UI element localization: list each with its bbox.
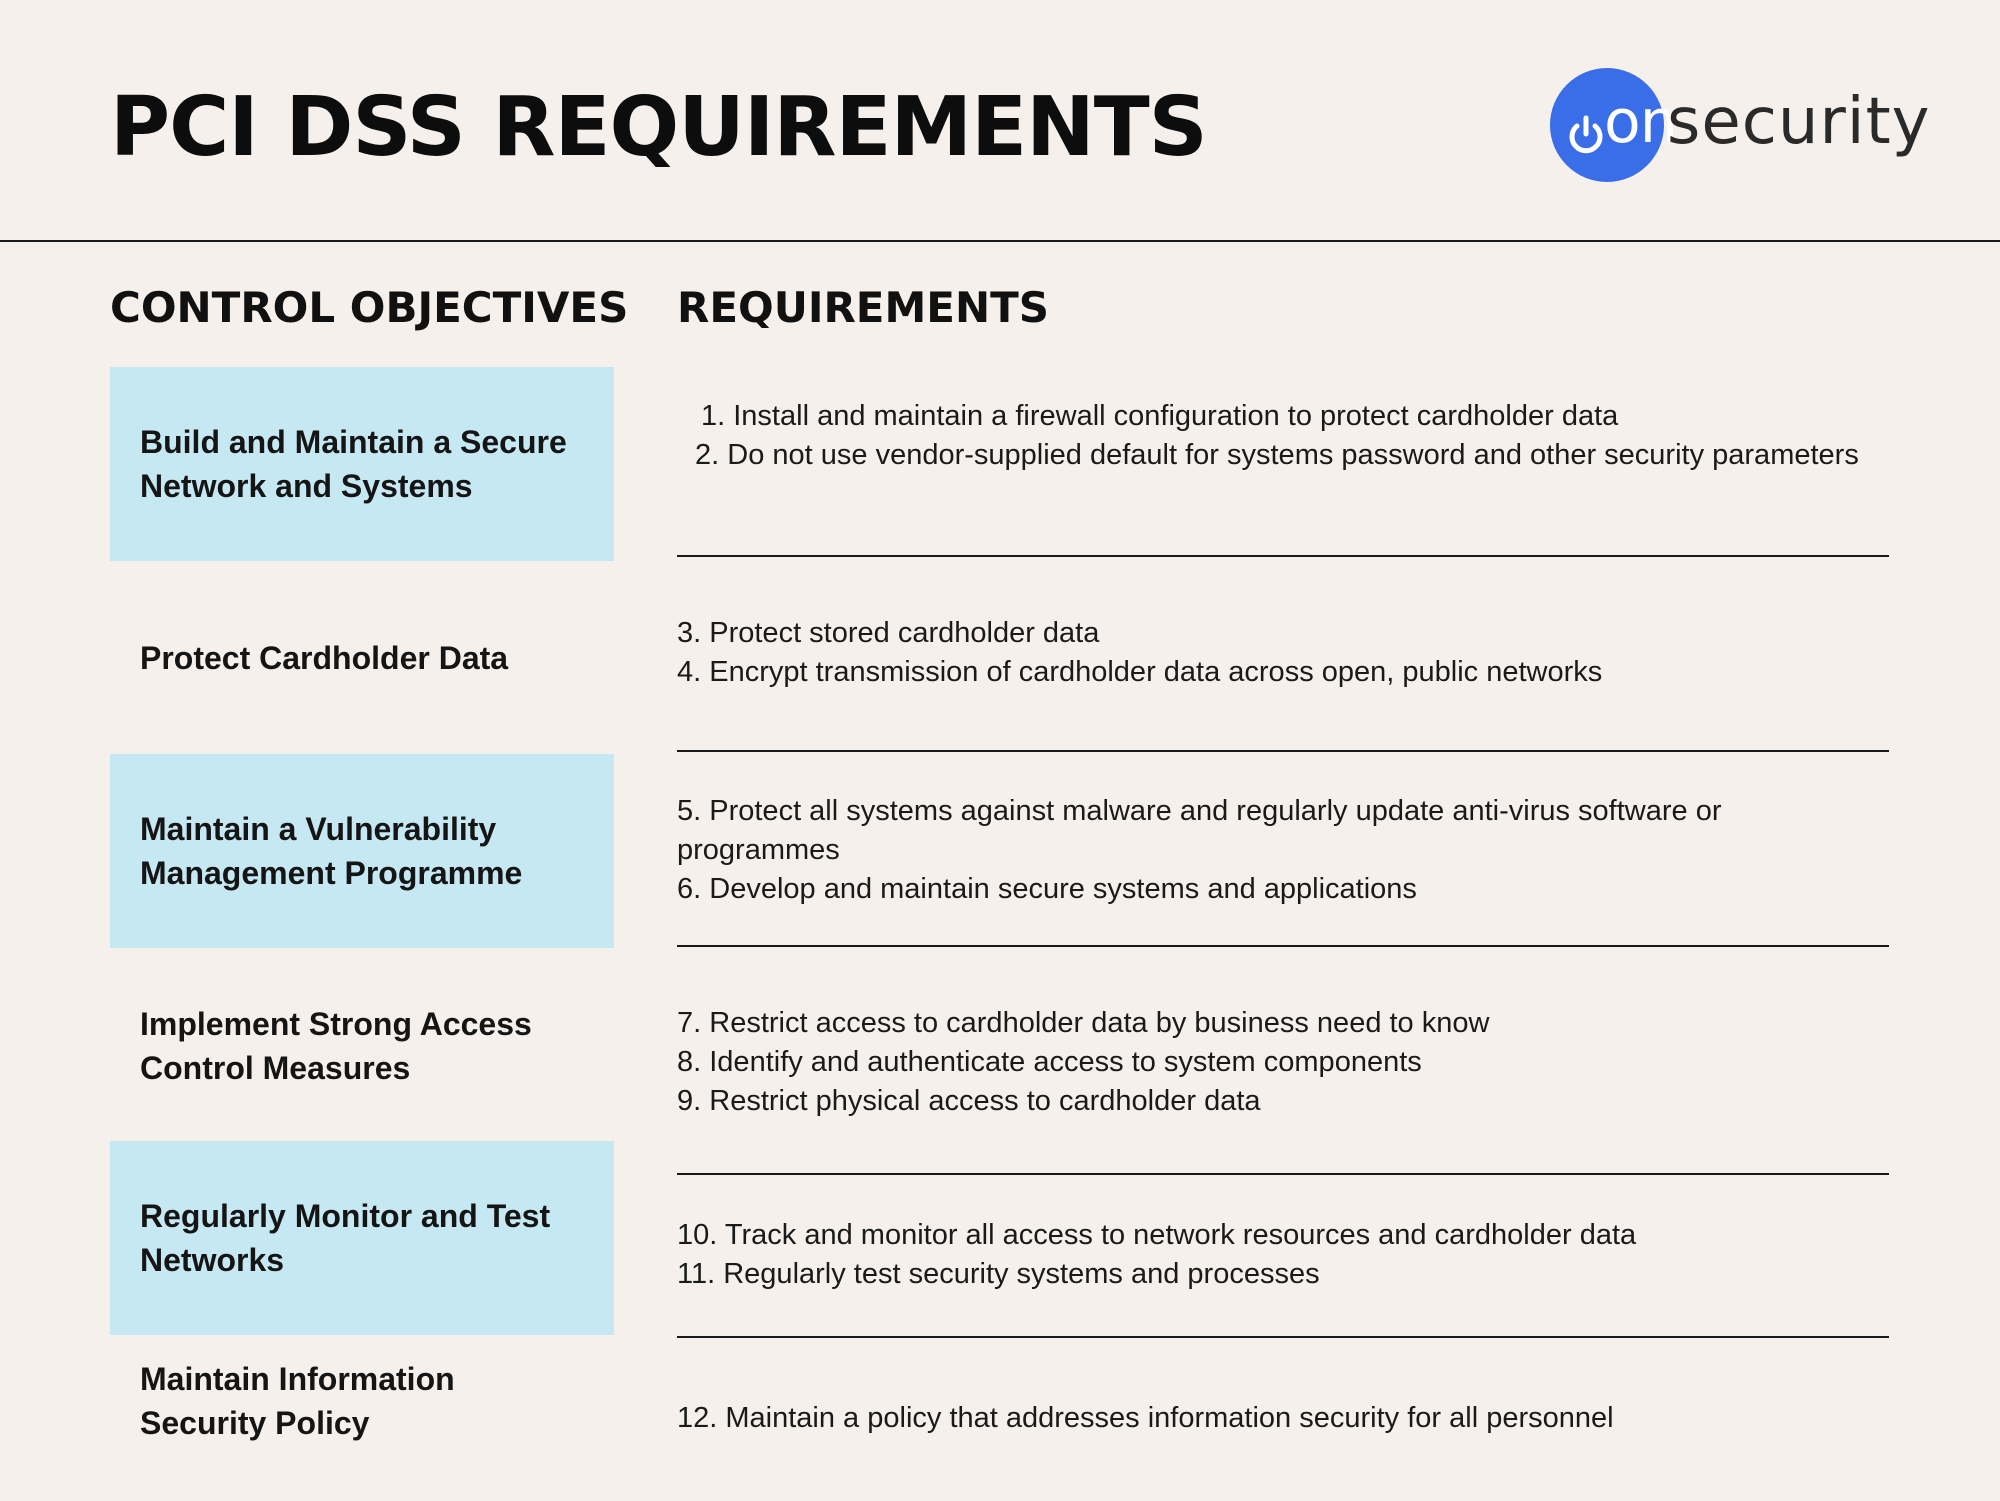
requirement-item (677, 1216, 1889, 1255)
control-objective: Regularly Monitor and Test Networks (110, 1141, 614, 1335)
requirement-number: 2. (695, 439, 720, 471)
objectives-column-heading: CONTROL OBJECTIVES (110, 283, 629, 332)
requirement-text: Maintain a policy that addresses information security for all personnel (725, 1402, 1614, 1434)
requirements-list (677, 1399, 1889, 1438)
control-objective: Build and Maintain a Secure Network and Systems (110, 367, 614, 561)
requirement-number: 12. (677, 1402, 718, 1434)
requirement-number: 6. (677, 873, 702, 905)
requirements-list (677, 792, 1889, 909)
row-divider (677, 1336, 1889, 1338)
header-divider (0, 240, 2000, 242)
power-icon (1566, 114, 1606, 158)
control-objective: Protect Cardholder Data (140, 640, 509, 676)
page-title: PCI DSS REQUIREMENTS (110, 80, 1207, 175)
requirement-number: 9. (677, 1085, 702, 1117)
requirement-item (677, 614, 1889, 653)
requirements-list (677, 614, 1889, 692)
requirement-item (677, 870, 1889, 909)
requirement-text: Restrict access to cardholder data by business need to know (709, 1007, 1490, 1039)
logo-prefix: on (1604, 87, 1677, 157)
row-divider (677, 945, 1889, 947)
requirement-item (677, 1082, 1889, 1121)
requirement-item (677, 1255, 1889, 1294)
requirement-item (677, 792, 1889, 870)
requirement-number: 4. (677, 656, 702, 688)
requirement-text: Restrict physical access to cardholder data (709, 1085, 1261, 1117)
row-divider (677, 1173, 1889, 1175)
requirements-list (677, 1216, 1889, 1294)
row-divider (677, 555, 1889, 557)
requirement-number: 7. (677, 1007, 702, 1039)
logo-wordmark: security (1667, 85, 1931, 159)
requirement-text: Develop and maintain secure systems and applications (709, 873, 1417, 905)
requirement-text: Protect all systems against malware and regularly update anti-virus software or programmes (677, 795, 1722, 866)
requirement-number: 1. (701, 400, 726, 432)
requirement-text: Encrypt transmission of cardholder data across open, public networks (709, 656, 1603, 688)
requirement-number: 11. (677, 1258, 716, 1290)
requirement-text: Track and monitor all access to network resources and cardholder data (724, 1219, 1637, 1251)
requirement-text: Protect stored cardholder data (709, 617, 1100, 649)
requirement-text: Identify and authenticate access to system components (709, 1046, 1422, 1078)
requirements-column-heading: REQUIREMENTS (677, 283, 1050, 332)
requirement-number: 10. (677, 1219, 718, 1251)
requirement-item (677, 1399, 1889, 1438)
requirement-item (677, 436, 1889, 475)
requirement-number: 3. (677, 617, 702, 649)
requirement-item (677, 397, 1889, 436)
requirements-list (677, 1004, 1889, 1121)
control-objective: Implement Strong Access Control Measures (140, 1006, 532, 1086)
requirement-number: 8. (677, 1046, 702, 1078)
requirement-item (677, 653, 1889, 692)
requirement-item (677, 1043, 1889, 1082)
control-objective: Maintain a Vulnerability Management Programme (110, 754, 614, 948)
requirement-text: Install and maintain a firewall configuration to protect cardholder data (733, 400, 1619, 432)
requirement-number: 5. (677, 795, 702, 827)
row-divider (677, 750, 1889, 752)
requirement-text: Do not use vendor-supplied default for systems password and other security parameters (727, 439, 1859, 471)
control-objective: Maintain Information Security Policy (140, 1361, 455, 1441)
requirement-item (677, 1004, 1889, 1043)
requirements-list (677, 397, 1889, 475)
requirement-text: Regularly test security systems and processes (723, 1258, 1320, 1290)
